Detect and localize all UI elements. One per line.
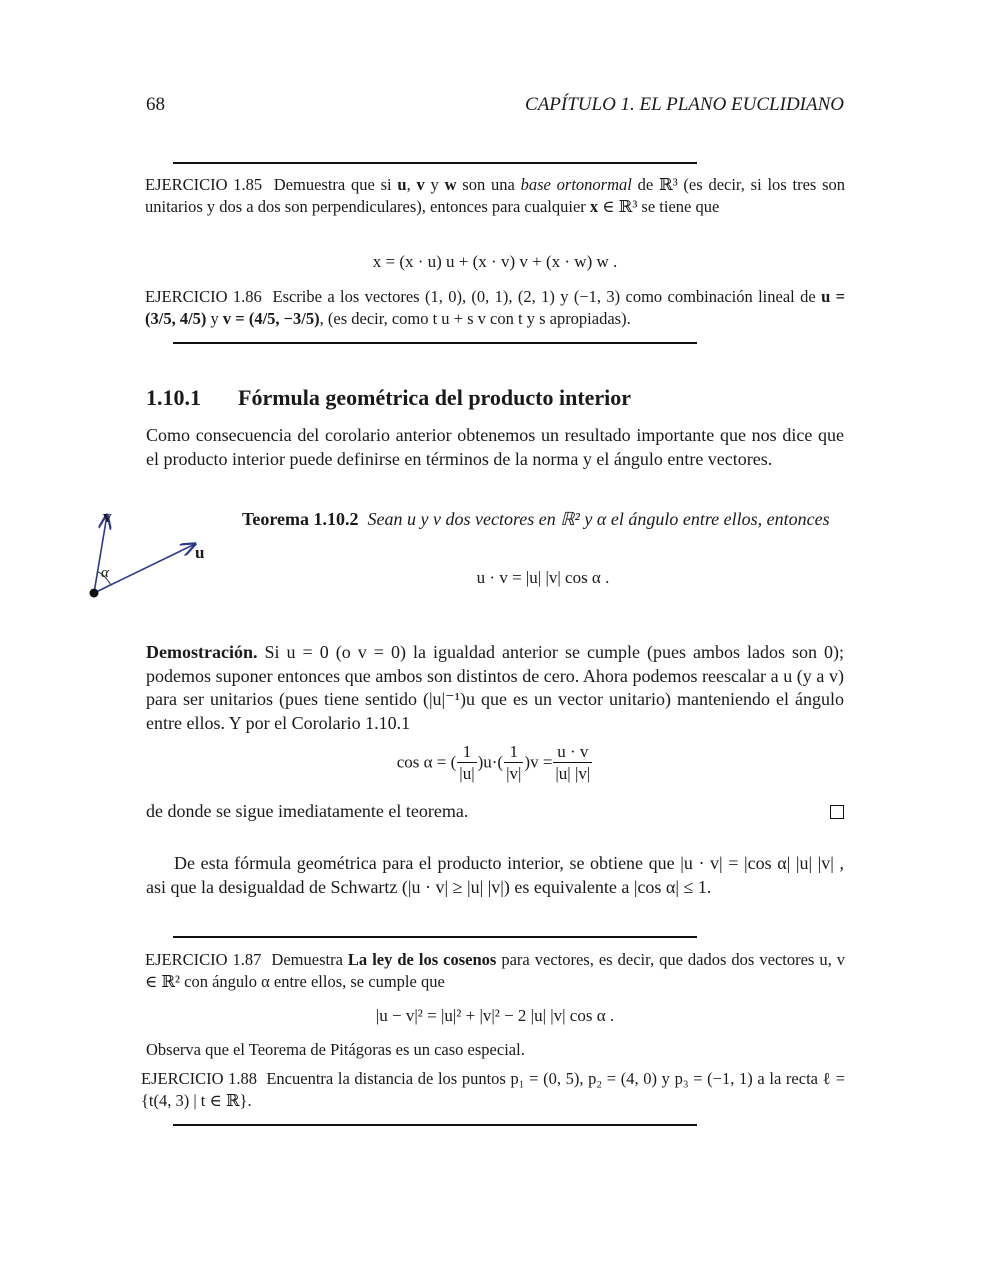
rule-before-exercise-1-87 [173, 936, 697, 938]
fraction-1-over-v: $\frac{1}{|v|}$ [506, 742, 522, 783]
rule-after-exercises [173, 342, 697, 344]
exercise-1-87: EJERCICIO 1.87 Demuestra La ley de los cosenos para vectores, es decir, que dados dos vectores u, v ∈ ℝ² con ángulo α entre ellos, se cumple que [145, 950, 845, 991]
page-number: 68 [146, 94, 165, 115]
pythagoras-note: Observa que el Teorema de Pitágoras es un caso especial. [146, 1040, 525, 1059]
schwartz-paragraph: De esta fórmula geométrica para el producto interior, se obtiene que |u · v| = |cos α| |u| |v| , asi que la desigualdad de Schwartz (|u · v| ≥ |u| |v|) es equivalente a |cos α| ≤ 1. [146, 853, 844, 897]
angle-figure [80, 500, 220, 605]
law-of-cosines-formula: |u − v|² = |u|² + |v|² − 2 |u| |v| cos α . [375, 1006, 615, 1025]
exercise-1-88: EJERCICIO 1.88 Encuentra la distancia de los puntos p₁ = (0, 5), p₂ = (4, 0) y p₃ = (−1, 1) a la recta ℓ = {t(4, 3) | t ∈ ℝ}. [141, 1069, 846, 1110]
exercise-label: EJERCICIO 1.87 [145, 950, 262, 969]
chapter-title: CAPÍTULO 1. EL PLANO EUCLIDIANO [525, 94, 844, 115]
proof-label: Demostración. [146, 642, 258, 662]
origin-point [90, 589, 99, 598]
rule-top [173, 162, 697, 164]
theorem-1-10-2 [242, 508, 844, 532]
exercise-label: EJERCICIO 1.86 [145, 287, 262, 306]
fraction-1-over-u: $\frac{1}{|u|}$ [459, 742, 475, 783]
section-number: 1.10.1 [146, 385, 201, 410]
label-u: u [195, 543, 205, 562]
proof [146, 641, 844, 735]
theorem-statement: Sean u y v dos vectores en ℝ² y α el ángulo entre ellos, entonces [367, 509, 830, 529]
exercise-1-86: EJERCICIO 1.86 Escribe a los vectores (1, 0), (0, 1), (2, 1) y (−1, 3) como combinación lineal de u = (3/5, 4/5) y v = (4/5, −3/5), (es decir, como t u + s v con t y s apropiadas). [145, 287, 846, 328]
exercise-1-85: EJERCICIO 1.85 Demuestra que si u, v y w son una base ortonormal de ℝ³ (es decir, si los tres son unitarios y dos a dos son perpendiculares), entonces para cualquier x ∈ ℝ³ se tiene que [145, 175, 846, 216]
section-intro: Como consecuencia del corolario anterior obtenemos un resultado importante que nos dice que el producto interior puede definirse en términos de la norma y el ángulo entre vectores. [146, 425, 844, 469]
section-title: Fórmula geométrica del producto interior [238, 385, 632, 410]
qed-square [830, 805, 844, 819]
theorem-label: Teorema 1.10.2 [242, 509, 359, 529]
fraction-dot-over-norms: $\frac{u \cdot v}{|u| |v|}$ [555, 742, 591, 783]
vector-v-arrow [94, 515, 107, 593]
theorem-formula: u · v = |u| |v| cos α . [476, 568, 610, 587]
label-v: v [103, 507, 112, 526]
section-heading [146, 385, 631, 411]
exercise-label: EJERCICIO 1.85 [145, 175, 263, 194]
label-alpha: α [101, 565, 109, 581]
proof-formula: cos α = ( $\frac{1}{|u|}$ )u·( $\frac{1}{|v|}$ )v = $\frac{u \cdot v}{|u| |v|}$ [396, 742, 591, 783]
proof-ending: de donde se sigue imediatamente el teorema. [146, 801, 469, 821]
rule-bottom [173, 1124, 697, 1126]
formula-orthonormal-decomposition: x = (x · u) u + (x · v) v + (x · w) w . [372, 252, 618, 271]
exercise-label: EJERCICIO 1.88 [141, 1069, 258, 1088]
proof-text: Si u = 0 (o v = 0) la igualdad anterior se cumple (pues ambos lados son 0); podemos suponer entonces que ambos son distintos de cero. Ahora podemos reescalar a u (y a v) para ser unitarios (pues tiene sentido (|u|⁻¹)u que es un vector unitario) manteniendo el ángulo entre ellos. Y por el Corolario 1.10.1 [146, 642, 845, 733]
vector-u-arrow [94, 544, 195, 593]
